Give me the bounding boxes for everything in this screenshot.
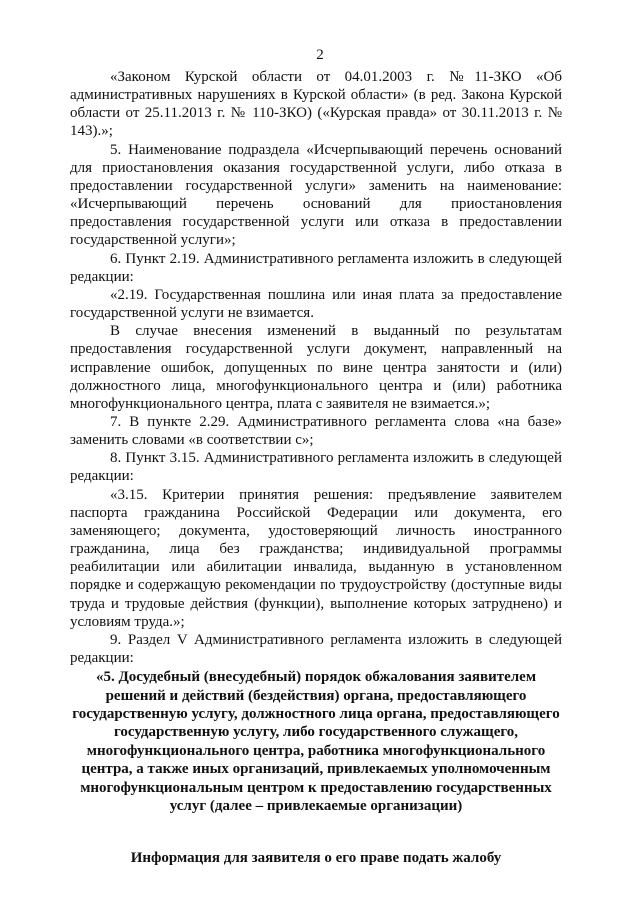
paragraph-clause-2-19: «2.19. Государственная пошлина или иная плата за предоставление государственной услуги не взимается. [70,286,562,322]
document-body [70,68,562,868]
paragraph-law-reference: «Законом Курской области от 04.01.2003 г. №11-ЗКО «Об административных нарушениях в Курской области» (в ред. Закона Курской области от 25.11.2013 г. № 110-ЗКО) («Курская правда» от 30.11.2013 г. № 143).»; [70,69,562,140]
subsection-heading: Информация для заявителя о его праве подать жалобу [130,850,502,867]
paragraph-clause-2-19-continued: В случае внесения изменений в выданный по результатам предоставления государственной услуги документ, направленный на исправление ошибок, допущенных по вине центра занятости и (или) должностного лица, многофункционального центра и (или) работника многофункционального центра, плата с заявителя не взимается.»; [70,323,562,412]
paragraph-item-5: 5. Наименование подраздела «Исчерпывающий перечень оснований для приостановления оказания государственной услуги, либо отказа в предоставлении государственной услуги» заменить на наименование: «Исчерпывающий перечень оснований для приостановления предоставления государственной услуги или отказа в предоставлении государственной услуги»; [70,141,562,249]
page-number: 2 [316,47,324,63]
paragraph-item-9: 9. Раздел V Административного регламента изложить в следующей редакции: [70,631,562,666]
paragraph-clause-3-15: «3.15. Критерии принятия решения: предъявление заявителем паспорта гражданина Российской Федерации или документа, его заменяющего; документа, удостоверяющий личность иностранного гражданина, лица без гражданства; индивидуальной программы реабилитации или абилитации инвалида, выданную в установленном порядке и содержащую рекомендации по трудоустройству (доступные виды труда и трудовые действия (функции), выполнение которых затруднено) и условиям труда.»; [70,486,562,630]
paragraph-item-6: 6. Пункт 2.19. Административного регламента изложить в следующей редакции: [70,250,562,285]
paragraph-item-8: 8. Пункт 3.15. Административного регламента изложить в следующей редакции: [70,450,562,485]
section-heading: «5. Досудебный (внесудебный) порядок обжалования заявителем решений и действий (бездействия) органа, предоставляющего государственную услугу, должностного лица органа, предоставляющего государственную услугу, либо государственного служащего, многофункционального центра, работника многофункционального центра, а также иных организаций, привлекаемых уполномоченным многофункциональным центром к предоставлению государственных услуг (далее – привлекаемые организации) [72,669,560,814]
paragraph-item-7: 7. В пункте 2.29. Административного регламента слова «на базе» заменить словами «в соответствии с»; [70,413,562,449]
